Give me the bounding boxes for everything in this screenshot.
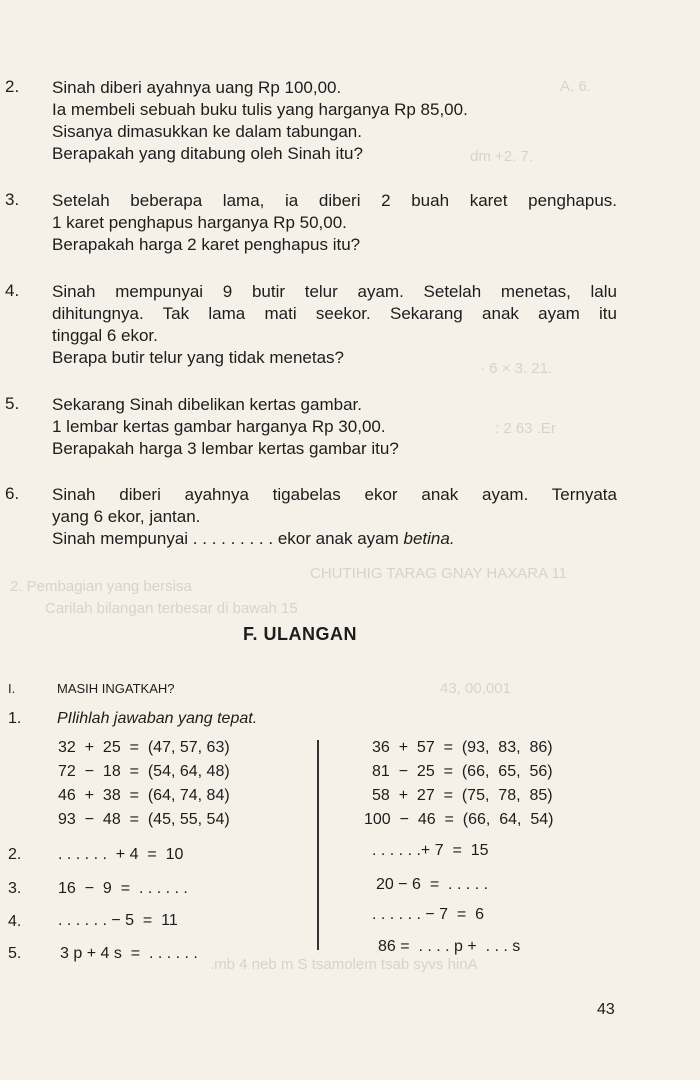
equation-right: 36 + 57 = (93, 83, 86) [372,739,553,756]
equation-left: 72 − 18 = (54, 64, 48) [58,763,230,780]
problem-line: Berapakah harga 2 karet penghapus itu? [52,235,361,254]
problem-number: 4. [5,281,20,300]
problem-number: 2. [5,77,20,96]
problem-number: 6. [5,484,20,503]
problem-line: Sinah diberi ayahnya uang Rp 100,00. [52,78,342,97]
bleed-through-text: CHUTIHIG TARAG GNAY HAXARA 11 [310,565,568,582]
fill-in-left: 3 p + 4 s = . . . . . . [60,945,198,962]
exercise-number: 5. [8,945,22,962]
page-number: 43 [597,1001,615,1018]
problem-line: Berapa butir telur yang tidak menetas? [52,348,345,367]
problem-line: Ia membeli sebuah buku tulis yang harganya Rp 85,00. [52,100,468,119]
subsection-title: MASIH INGATKAH? [57,681,175,696]
problem-line: 1 karet penghapus harganya Rp 50,00. [52,213,347,232]
problem-number: 5. [5,394,20,413]
bleed-through-text: : 2 63 .Er [495,420,556,437]
bleed-through-text: 43, 00,001 [440,680,511,697]
equation-left: 93 − 48 = (45, 55, 54) [58,811,230,828]
exercise-number: 1. [8,710,22,727]
fill-in-right: . . . . . .+ 7 = 15 [372,842,489,859]
exercise-number: 3. [8,880,22,897]
fill-in-right: . . . . . . − 7 = 6 [372,906,485,923]
exercise-number: 4. [8,913,22,930]
bleed-through-text: A. 6. [560,78,591,95]
problem-line: yang 6 ekor, jantan. [52,507,201,526]
equation-right: 100 − 46 = (66, 64, 54) [364,811,554,828]
problem-line: tinggal 6 ekor. [52,326,158,345]
bleed-through-text: dm +2. 7. [470,148,533,165]
bleed-through-text: · 6 × 3. 21. [480,360,553,377]
problem-line: Sekarang Sinah dibelikan kertas gambar. [52,395,362,414]
column-divider [317,740,319,950]
equation-left: 32 + 25 = (47, 57, 63) [58,739,230,756]
bleed-through-text: .mb 4 neb m S tsamolem tsab syvs hinA [210,956,478,973]
subsection-number: I. [8,681,16,696]
problem-number: 3. [5,190,20,209]
problem-line: dihitungnya. Tak lama mati seekor. Sekarang anak ayam itu [52,304,617,323]
exercise-number: 2. [8,846,22,863]
problem-line: Setelah beberapa lama, ia diberi 2 buah karet penghapus. [52,191,617,210]
exercise-instruction: PIlihlah jawaban yang tepat. [57,710,258,727]
problem-line: Sinah diberi ayahnya tigabelas ekor anak ayam. Ternyata [52,485,617,504]
fill-in-right: 20 − 6 = . . . . . [376,876,489,893]
fill-in-right: 86 = . . . . p + . . . s [378,938,521,955]
problem-line: Berapakah harga 3 lembar kertas gambar itu? [52,439,399,458]
answer-word: betina. [403,529,455,548]
problem-line: Sinah mempunyai . . . . . . . . . ekor anak ayam betina. [52,529,455,548]
fill-in-left: . . . . . . − 5 = 11 [58,912,178,929]
problem-line: Sinah mempunyai 9 butir telur ayam. Setelah menetas, lalu [52,282,617,301]
problem-line: Berapakah yang ditabung oleh Sinah itu? [52,144,363,163]
bleed-through-text: Carilah bilangan terbesar di bawah 15 [45,600,298,617]
section-title: F. ULANGAN [243,624,357,644]
equation-left: 46 + 38 = (64, 74, 84) [58,787,230,804]
problem-line: Sisanya dimasukkan ke dalam tabungan. [52,122,362,141]
bleed-through-text: 2. Pembagian yang bersisa [10,578,192,595]
equation-right: 58 + 27 = (75, 78, 85) [372,787,553,804]
fill-in-left: . . . . . . + 4 = 10 [58,846,184,863]
problem-line: 1 lembar kertas gambar harganya Rp 30,00. [52,417,386,436]
equation-right: 81 − 25 = (66, 65, 56) [372,763,553,780]
fill-in-left: 16 − 9 = . . . . . . [58,880,188,897]
